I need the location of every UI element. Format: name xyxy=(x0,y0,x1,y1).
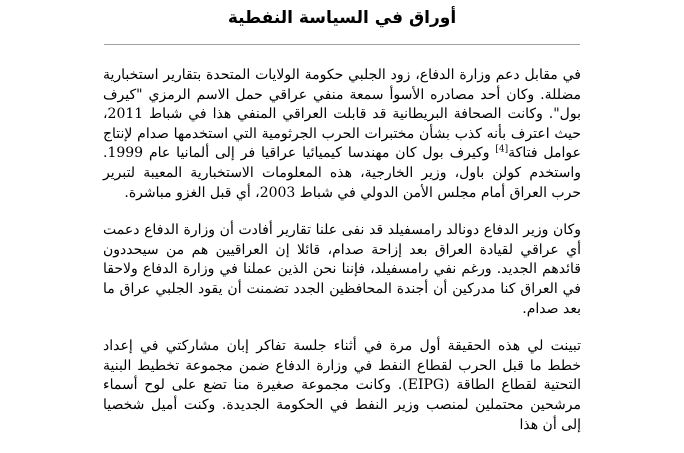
paragraph-2: وكان وزير الدفاع دونالد رامسفيلد قد نفى علنا تقارير أفادت أن وزارة الدفاع دعمت أي عراقي لقيادة العراق بعد إزاحة صدام، قائلا إن العراقيين هم من سيحددون قائدهم الجديد. ورغم نفي رامسفيلد، فإننا نحن الذين عملنا في وزارة الدفاع ولاحقا في العراق كنا مدركين أن أجندة المحافظين الجدد تضمنت أن يقود الجلبي عراق ما بعد صدام. xyxy=(103,222,582,317)
paragraph-1-text-before: في مقابل دعم وزارة الدفاع، زود الجلبي حكومة الولايات المتحدة بتقارير استخبارية مضللة. وكان أحد مصادره الأسوأ سمعة منفي عراقي حمل الاسم الرمزي "كيرف بول". وكانت الصحافة البريطانية قد قابلت العراقي المنفي هذا في شباط 2011، حيث اعترف بأنه كذب بشأن مختبرات الحرب الجرثومية التي استخدمها صدام لإنتاج عوامل فتاكة xyxy=(103,67,581,162)
title-divider xyxy=(104,44,580,45)
paragraph-1 xyxy=(103,66,581,203)
document-body xyxy=(103,66,581,453)
page-title: أوراق في السياسة النفطية xyxy=(227,8,457,28)
paragraph-3: تبينت لي هذه الحقيقة أول مرة في أثناء جلسة تفاكر إبان مشاركتي في إعداد خطط ما قبل الحرب لقطاع النفط في وزارة الدفاع ضمن مجموعة تخطيط البنية التحتية لقطاع الطاقة (EIPG). وكانت مجموعة صغيرة منا تضع على لوح أسماء مرشحين محتملين لمنصب وزير النفط في الحكومة الجديدة. وكنت أميل شخصيا إلى أن هذا xyxy=(103,338,581,433)
paragraph-1-text-after: وكيرف بول كان مهندسا كيميائيا عراقيا فر إلى ألمانيا عام 1999. واستخدم كولن باول، وزير الخارجية، هذه المعلومات الاستخبارية المعيبة لتبرير حرب العراق أمام مجلس الأمن الدولي في شباط 2003، أي قبل الغزو مباشرة. xyxy=(103,145,581,201)
footnote-reference[interactable]: [4] xyxy=(495,144,509,155)
